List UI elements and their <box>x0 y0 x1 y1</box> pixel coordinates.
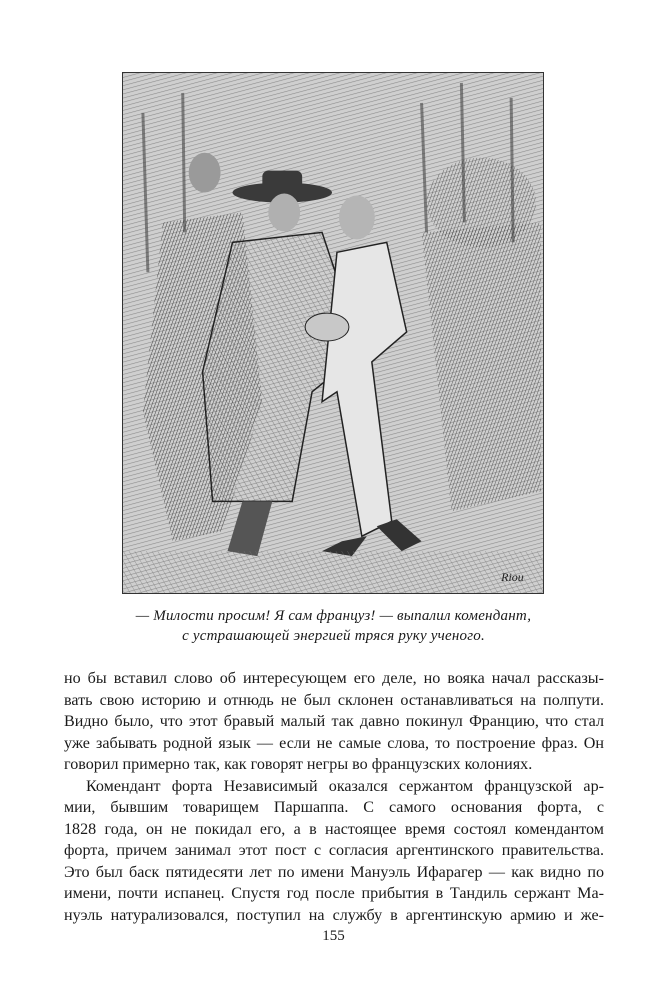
text-line: 1828 года, он не покидал его, а в настоящее время состоял комендантом <box>64 820 604 838</box>
text-line: вать свою историю и отнюдь не был склонен останавливаться на полпути. <box>64 691 604 709</box>
illustrator-signature: Riou <box>501 570 524 585</box>
text-line: имени, почти испанец. Спустя год после прибытия в Тандиль сержант Ма- <box>64 885 604 902</box>
text-line: мии, бывшим товарищем Паршаппа. С самого основания форта, с <box>64 799 604 816</box>
engraving-image <box>123 73 543 593</box>
text-line: Комендант форта Независимый оказался сержантом французской ар- <box>86 777 604 795</box>
body-text <box>64 668 604 926</box>
page-number: 155 <box>322 928 345 944</box>
text-line: говорил примерно так, как говорят негры во французских колониях. <box>64 756 533 773</box>
engraving-illustration <box>122 72 544 594</box>
caption-line-2: с устрашающей энергией тряся руку ученого. <box>182 628 485 644</box>
text-line: но бы вставил слово об интересующем его деле, но вояка начал рассказы- <box>64 670 604 687</box>
text-line: Видно было, что этот бравый малый так давно покинул Францию, что стал <box>64 713 604 730</box>
text-line: уже забывать родной язык — если не самые слова, то построение фраз. Он <box>64 734 604 752</box>
text-line: нуэль натурализовался, поступил на службу в аргентинскую армию и же- <box>64 906 604 924</box>
text-line: форта, причем занимал этот пост с согласия аргентинского правительства. <box>64 842 604 859</box>
text-line: Это был баск пятидесяти лет по имени Мануэль Ифарагер — как видно по <box>64 863 604 881</box>
caption-line-1: — Милости просим! Я сам француз! — выпалил комендант, <box>135 608 532 624</box>
illustration-caption <box>60 606 607 646</box>
